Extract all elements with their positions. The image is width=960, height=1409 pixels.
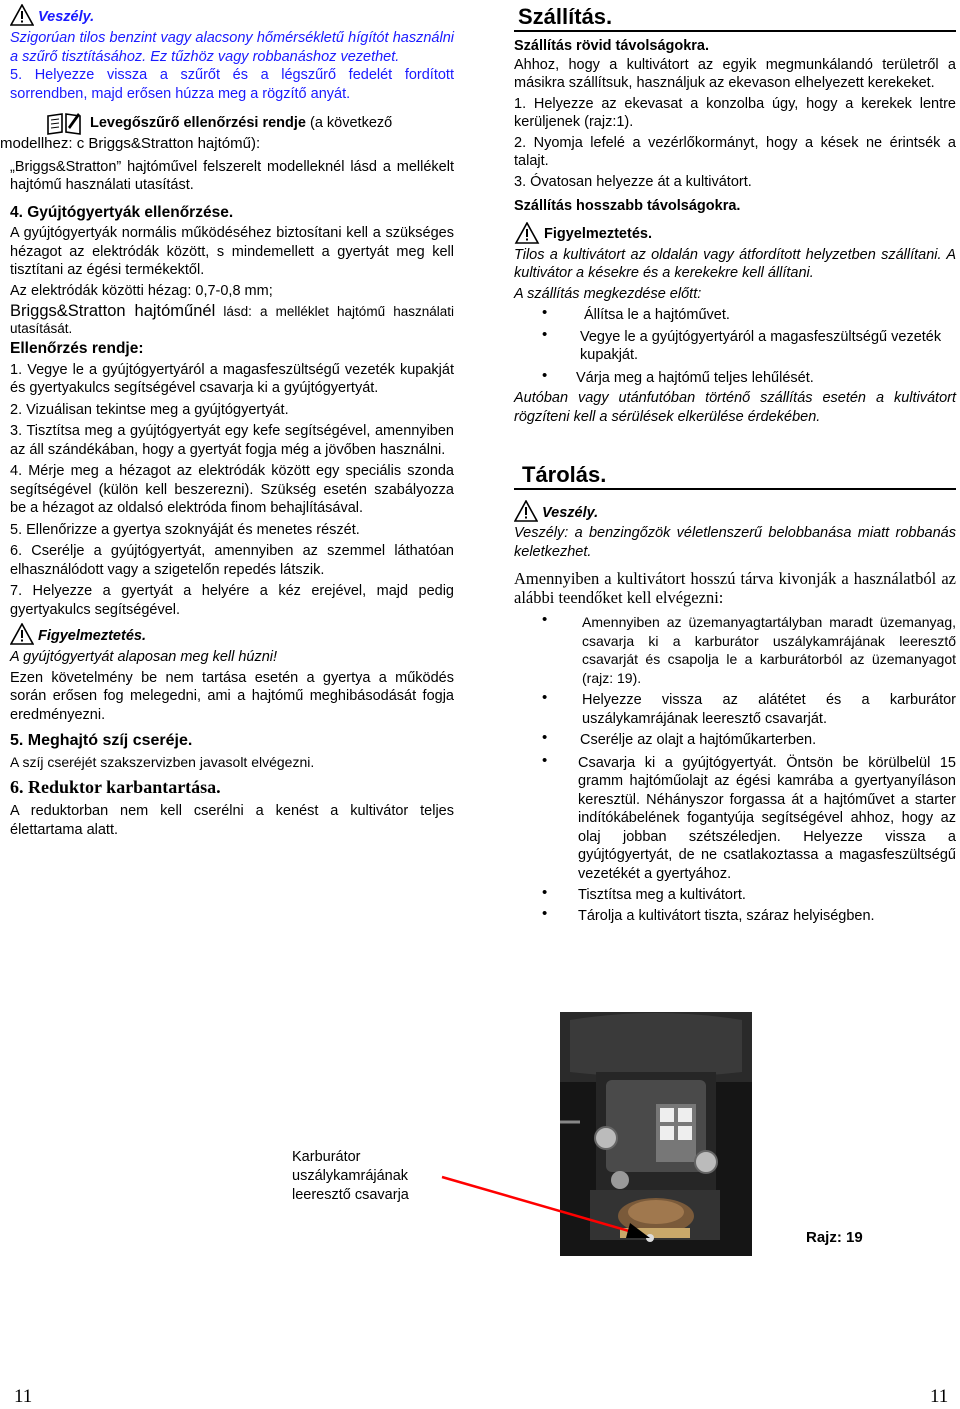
page-number-right: 11 (930, 1386, 949, 1407)
short-step: 3. Óvatosan helyezze át a kultivátort. (514, 173, 752, 190)
danger-title: Veszély. (38, 8, 95, 25)
reductor-text: A reduktorban nem kell cserélni a kenést a kultivátor teljes élettartama alatt. (10, 803, 454, 838)
check-step: 1. Vegye le a gyújtógyertyáról a magasfeszültségű vezeték kupakját és gyertyakulcs segítségével csavarja ki a gyújtógyertyát. (10, 361, 454, 396)
belt-title: 5. Meghajtó szíj cseréje. (10, 732, 193, 749)
warning-icon (514, 500, 538, 522)
list-item: • Tárolja a kultivátort tiszta, száraz helyiségben. (514, 907, 956, 926)
list-item: • Állítsa le a hajtóművet. (514, 306, 956, 325)
check-step: 6. Cserélje a gyújtógyertyát, amennyiben az szemmel láthatóan elhasználódott vagy a szigetelőn repedés látszik. (10, 543, 454, 578)
check-step: 3. Tisztítsa meg a gyújtógyertyát egy kefe segítségével, amennyiben az áll szándékában, hogy a gyertyát fogja még a jövőben használni. (10, 423, 454, 458)
belt-text: A szíj cseréjét szakszervizben javasolt elvégezni. (10, 753, 315, 770)
long-distance-title: Szállítás hosszabb távolságokra. (514, 198, 741, 214)
list-item: • Csavarja ki a gyújtógyertyát. Öntsön be körülbelül 15 gramm hajtóműolajt az égési kamrába a gyertyanyíláson keresztül. Néhányszor forgassa át a hajtóművet a starter indítókábelének fogantyúja segítségével ahhoz, hogy az olaj jobban szétszéledjen. Helyezze vissza a gyújtógyertyát, de ne csatlakoztassa a magasfeszültségű vezetékét a gyertyához. (514, 754, 956, 884)
list-item: • Helyezze vissza az alátétet és a karburátor uszálykamrájának leeresztő csavarját. (514, 691, 956, 728)
storage-list (514, 613, 956, 925)
car-transport-text: Autóban vagy utánfutóban történő szállítás esetén a kultivátort rögzíteni kell a sérülések elkerülése érdekében. (514, 390, 956, 425)
attention-heading (514, 222, 956, 244)
check-step: 4. Mérje meg a hézagot az elektródák között egy speciális szonda segítségével (külön kell beszerezni). Szükség esetén szabályozza be a hézagot az oldalsó elektróda finom behajlításával. (10, 463, 454, 516)
danger-title: Veszély. (542, 504, 599, 521)
danger-heading (10, 4, 454, 26)
airfilter-heading (10, 111, 454, 135)
check-step: 7. Helyezze a gyertyát a helyére a kéz erejével, majd pedig gyertyakulcs segítségével. (10, 583, 454, 618)
right-column (514, 0, 956, 925)
list-item: • Vegye le a gyújtógyertyáról a magasfeszültségű vezeték kupakját. (514, 328, 956, 365)
pointer-arrow-icon (440, 1175, 660, 1245)
short-distance-title: Szállítás rövid távolságokra. (514, 38, 710, 54)
warning-icon (10, 623, 34, 645)
gap-text: Az elektródák közötti hézag: 0,7-0,8 mm; (10, 282, 273, 299)
airfilter-model-line: modellhez: c Briggs&Stratton hajtómű): (0, 135, 261, 152)
storage-title: Tárolás. (514, 462, 956, 490)
storage-intro: Amennyiben a kultivátort hosszú tárva kivonják a használatból az alábbi teendőket kell elvégezni: (514, 569, 956, 607)
short-step: 1. Helyezze az ekevasat a konzolba úgy, hogy a kerekek lentre kerüljenek (rajz:1). (514, 95, 956, 130)
spark-title: 4. Gyújtógyertyák ellenőrzése. (10, 203, 234, 221)
danger-text: Szigorúan tilos benzint vagy alacsony hőmérsékletű hígítót használni a szűrő tisztításához. Ez tűzhöz vagy robbanáshoz vezethet. (10, 30, 454, 65)
airfilter-title: Levegőszűrő ellenőrzési rendje (90, 114, 306, 131)
attention-italic: A gyújtógyertyát alaposan meg kell húzni! (10, 649, 278, 665)
check-step: 5. Ellenőrizze a gyertya szoknyáját és menetes részét. (10, 521, 360, 538)
warning-icon (10, 4, 34, 26)
check-steps (10, 361, 454, 620)
list-item: • Amennyiben az üzemanyagtartályban maradt üzemanyag, csavarja ki a karburátor uszálykamrájának leeresztő csavarját és csapolja le a karburátorból az üzemanyagot (rajz: 19). (514, 613, 956, 687)
before-title: A szállítás megkezdése előtt: (514, 285, 702, 302)
list-item: • Várja meg a hajtómű teljes lehűlését. (514, 369, 956, 388)
reductor-title: 6. Reduktor karbantartása. (10, 777, 221, 797)
danger-text: Veszély: a benzingőzök véletlenszerű belobbanása miatt robbanás keletkezhet. (514, 525, 956, 560)
short-step: 2. Nyomja lefelé a vezérlőkormányt, hogy a kések ne érintsék a talajt. (514, 134, 956, 169)
check-title: Ellenőrzés rendje: (10, 340, 144, 357)
check-step: 2. Vizuálisan tekintse meg a gyújtógyertyát. (10, 401, 289, 418)
attention-text: Ezen követelmény be nem tartása esetén a gyertya a működés során erősen fog melegedni, ami a hajtómű meghibásodását fogja eredményezni. (10, 669, 454, 723)
before-list (514, 306, 956, 387)
airfilter-text: „Briggs&Stratton” hajtóművel felszerelt modelleknél lásd a mellékelt hajtómű használati utasítást. (10, 158, 454, 193)
figure-caption: Rajz: 19 (806, 1229, 863, 1246)
spark-text: A gyújtógyertyák normális működéséhez biztosítani kell a szükséges hézagot az elektródák között, s mindemellett a gyertyát meg kell tisztítani az égési termékektől. (10, 225, 454, 278)
short-distance-text: Ahhoz, hogy a kultivátort az egyik megmunkálandó területről a másikra szállítsuk, használjuk az ekevason elhelyezett kerekeket. (514, 56, 956, 91)
airfilter-title-rest: (a következő (305, 114, 393, 131)
list-item: • Tisztítsa meg a kultivátort. (514, 886, 956, 905)
attention-title: Figyelmeztetés. (544, 226, 652, 242)
attention-heading (10, 623, 454, 645)
page-number-left: 11 (14, 1386, 33, 1407)
briggs-text: Briggs&Stratton hajtóműnél lásd: a melléklet hajtómű használati utasítását. (10, 302, 454, 336)
step-5-text: 5. Helyezze vissza a szűrőt és a légszűrő fedelét fordított sorrendben, majd erősen húzza meg a rögzítő anyát. (10, 67, 454, 102)
manual-book-icon (46, 111, 82, 135)
attention-text: Tilos a kultivátort az oldalán vagy átfordított helyzetben szállítani. A kultivátor a késekre és a kerekekre kell állítani. (514, 246, 956, 281)
list-item: • Cserélje az olajt a hajtóműkarterben. (514, 731, 956, 750)
attention-title: Figyelmeztetés. (38, 627, 146, 644)
warning-icon (514, 222, 540, 244)
figure-label: Karburátor uszálykamrájának leeresztő csavarja (292, 1149, 409, 1203)
danger-heading (514, 500, 956, 522)
left-column (0, 0, 454, 839)
transport-title: Szállítás. (514, 4, 956, 32)
